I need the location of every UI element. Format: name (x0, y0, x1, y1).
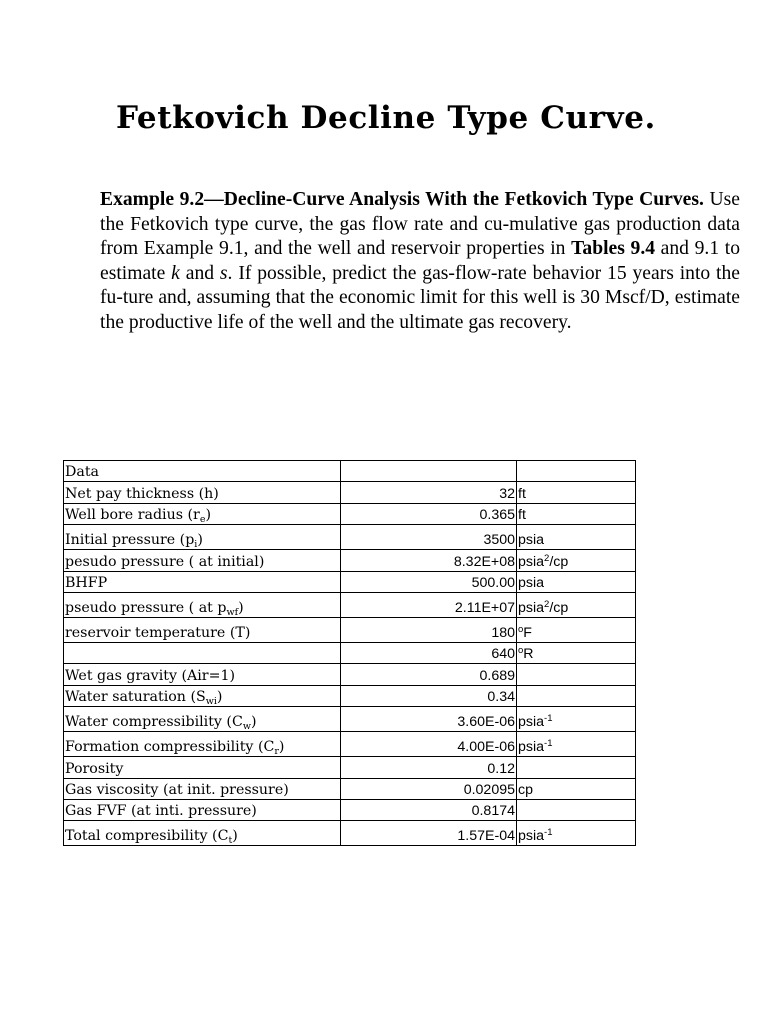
row-label (64, 642, 341, 663)
row-unit-suffix: /cp (549, 599, 569, 616)
row-unit-suffix: /cp (549, 553, 569, 570)
symbol-s: s (219, 262, 228, 284)
row-label-suffix: ) (232, 828, 238, 845)
row-unit-superscript: 2 (544, 552, 550, 564)
row-unit-superscript: o (518, 645, 524, 657)
row-label-text: Initial pressure (p (65, 532, 195, 549)
row-unit (517, 732, 636, 757)
row-label-subscript: e (199, 514, 206, 525)
row-label (64, 732, 341, 757)
row-label (64, 503, 341, 524)
row-value: 500.00 (341, 571, 517, 592)
row-label-subscript: i (194, 539, 198, 550)
table-row (64, 550, 636, 571)
symbol-k: k (171, 262, 180, 284)
row-unit (517, 503, 636, 524)
row-unit (517, 571, 636, 592)
row-unit-text: psia (518, 828, 545, 845)
row-unit (517, 525, 636, 550)
row-label-text: Formation compressibility (C (65, 739, 275, 756)
row-unit-text: psia (518, 553, 545, 570)
row-label (64, 821, 341, 846)
data-table (63, 460, 636, 846)
row-value: 0.8174 (341, 799, 517, 820)
row-unit-text: psia (518, 532, 545, 549)
row-unit-suffix: F (523, 624, 532, 641)
table-header-row (64, 461, 636, 482)
row-value: 3500 (341, 525, 517, 550)
row-label (64, 592, 341, 617)
row-label (64, 550, 341, 571)
row-label-text: Net pay thickness (h) (65, 485, 219, 502)
table-header-unit-cell (517, 461, 636, 482)
row-label-text: Gas FVF (at inti. pressure) (65, 803, 257, 820)
row-unit-superscript: -1 (544, 738, 553, 750)
row-label-text: reservoir temperature (T) (65, 624, 251, 641)
row-value: 1.57E-04 (341, 821, 517, 846)
row-label (64, 757, 341, 778)
page-title: Fetkovich Decline Type Curve. (116, 100, 656, 136)
table-header-value-cell (341, 461, 517, 482)
table-row (64, 592, 636, 617)
row-value: 180 (341, 617, 517, 642)
table-row (64, 778, 636, 799)
row-value: 4.00E-06 (341, 732, 517, 757)
table-row (64, 664, 636, 685)
table-row (64, 617, 636, 642)
row-unit (517, 799, 636, 820)
row-label (64, 664, 341, 685)
row-value: 0.34 (341, 685, 517, 706)
row-label (64, 525, 341, 550)
tables-reference: Tables 9.4 (571, 238, 656, 260)
example-heading: Example 9.2—Decline-Curve Analysis With the Fetkovich Type Curves. (100, 189, 704, 210)
table-row (64, 525, 636, 550)
row-unit (517, 642, 636, 663)
row-label (64, 685, 341, 706)
row-label-suffix: ) (238, 599, 244, 616)
row-unit-text: psia (518, 739, 545, 756)
table-row (64, 707, 636, 732)
row-label-text: Total compresibility (C (65, 828, 229, 845)
row-unit (517, 685, 636, 706)
row-unit-text: ft (518, 507, 526, 524)
row-label-subscript: r (274, 746, 279, 757)
row-unit (517, 617, 636, 642)
row-unit-superscript: -1 (544, 713, 553, 725)
row-label-suffix: ) (205, 507, 211, 524)
row-unit-suffix: R (523, 646, 534, 663)
row-value: 2.11E+07 (341, 592, 517, 617)
row-label-suffix: ) (278, 739, 285, 756)
row-label-text: pseudo pressure ( at p (65, 599, 227, 616)
row-unit-text: psia (518, 599, 545, 616)
row-unit-text: psia (518, 574, 545, 591)
row-label-text: Water saturation (S (65, 689, 206, 706)
row-unit-text: ft (518, 485, 526, 502)
row-label-text: Porosity (65, 760, 124, 777)
row-label (64, 707, 341, 732)
row-unit-superscript: o (518, 623, 524, 635)
row-unit-text: cp (518, 781, 533, 798)
row-unit (517, 664, 636, 685)
row-label-text: pesudo pressure ( at initial) (65, 553, 265, 570)
row-label (64, 617, 341, 642)
row-label (64, 799, 341, 820)
example-paragraph (100, 188, 740, 336)
row-unit (517, 550, 636, 571)
row-label-text: Gas viscosity (at init. pressure) (65, 781, 289, 798)
table-row (64, 757, 636, 778)
row-unit-text: psia (518, 714, 545, 731)
row-label-text: Well bore radius (r (65, 507, 200, 524)
row-label-subscript: w (242, 721, 251, 732)
row-label (64, 571, 341, 592)
table-row (64, 685, 636, 706)
row-unit (517, 592, 636, 617)
row-label-suffix: ) (197, 532, 203, 549)
row-unit-superscript: -1 (544, 827, 553, 839)
table-row (64, 799, 636, 820)
table-row (64, 503, 636, 524)
table-row (64, 482, 636, 503)
table-row (64, 732, 636, 757)
table-row (64, 821, 636, 846)
example-text-1: Use the Fetkovich type curve, the gas flow rate and cu-mulative gas production data from Example 9.1, and the well and reservoir properties in (100, 189, 740, 260)
example-text-4: . If possible, predict the gas-flow-rate behavior 15 years into the fu-ture and, assuming that the economic limit for this well is 30 Mscf/D, estimate the productive life of the well and the ultimate gas recovery. (100, 262, 740, 333)
row-value: 3.60E-06 (341, 707, 517, 732)
row-label (64, 778, 341, 799)
row-unit (517, 821, 636, 846)
row-value: 0.689 (341, 664, 517, 685)
table-row (64, 642, 636, 663)
row-unit (517, 707, 636, 732)
row-value: 0.12 (341, 757, 517, 778)
row-label-text: BHFP (65, 574, 108, 591)
example-text-2: and 9.1 to estimate (100, 238, 741, 284)
row-value: 8.32E+08 (341, 550, 517, 571)
row-unit (517, 482, 636, 503)
row-label-subscript: wi (205, 696, 217, 707)
row-value: 640 (341, 642, 517, 663)
example-text-3: and (179, 262, 220, 284)
row-label-text: Wet gas gravity (Air=1) (65, 667, 236, 684)
row-value: 0.02095 (341, 778, 517, 799)
row-value: 0.365 (341, 503, 517, 524)
row-label-suffix: ) (216, 689, 223, 706)
row-unit-superscript: 2 (544, 598, 550, 610)
row-unit (517, 778, 636, 799)
row-label (64, 482, 341, 503)
row-label-subscript: wf (226, 606, 239, 618)
row-label-suffix: ) (250, 714, 257, 731)
row-label-text: Water compressibility (C (65, 714, 243, 731)
table-row (64, 571, 636, 592)
row-label-subscript: t (228, 835, 233, 846)
row-value: 32 (341, 482, 517, 503)
row-unit (517, 757, 636, 778)
table-header-cell: Data (64, 461, 341, 482)
